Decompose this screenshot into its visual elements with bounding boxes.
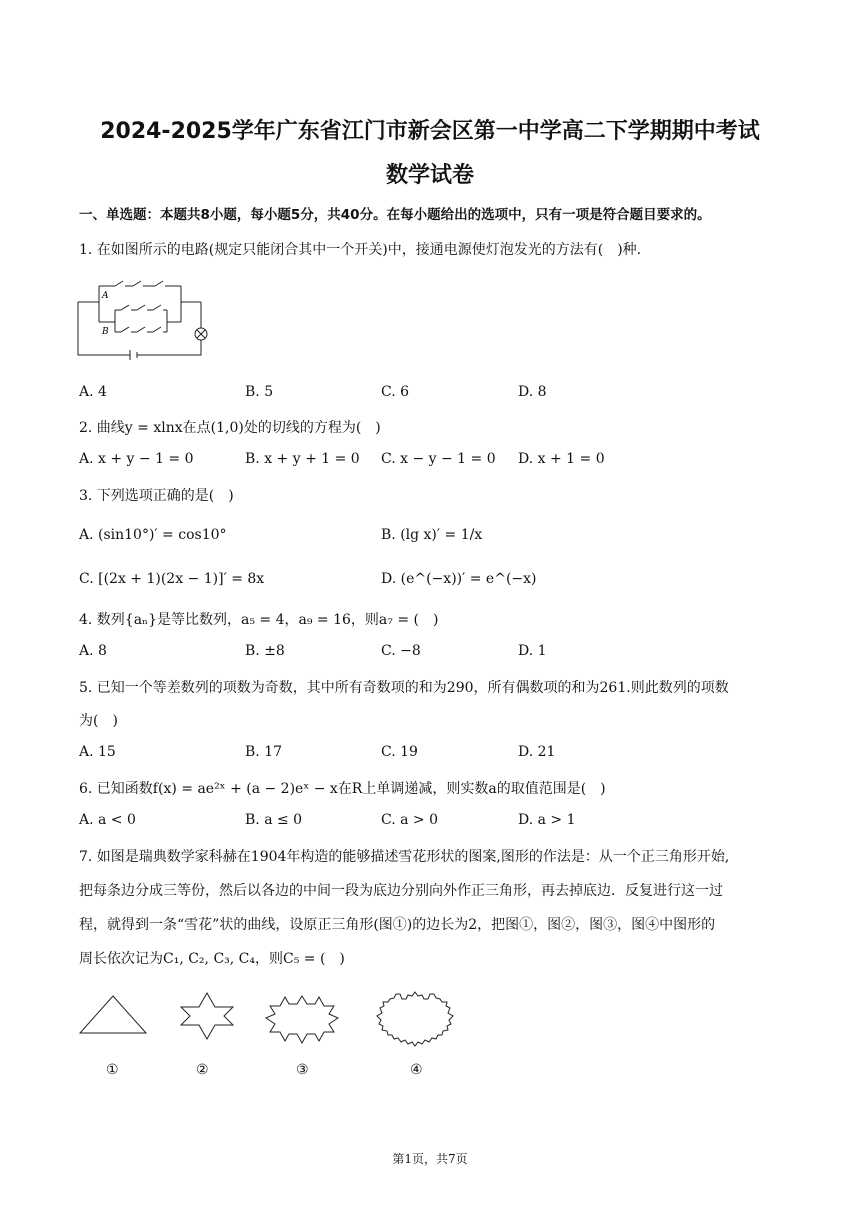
- q3-option-c: C. [(2x + 1)(2x − 1)]′ = 8x: [79, 571, 265, 587]
- koch-figure-4: [362, 984, 468, 1054]
- q6-option-c: C. a > 0: [381, 812, 438, 828]
- koch-label-4: ④: [410, 1062, 423, 1078]
- question-1-stem: 1. 在如图所示的电路(规定只能闭合其中一个开关)中，接通电源使灯泡发光的方法有( )种.: [79, 242, 642, 258]
- q5-option-d: D. 21: [518, 744, 556, 760]
- q3-option-a: A. (sin10°)′ = cos10°: [79, 527, 227, 543]
- question-7-stem-line-3: 程，就得到一条“雪花”状的曲线，设原正三角形(图①)的边长为2，把图①，图②，图③，图④中图形的: [79, 917, 716, 933]
- circuit-label-a: A: [102, 291, 109, 301]
- q3-option-b: B. (lg x)′ = 1/x: [381, 527, 483, 543]
- q2-option-d: D. x + 1 = 0: [518, 451, 605, 467]
- q2-option-b: B. x + y + 1 = 0: [245, 451, 360, 467]
- q1-option-c: C. 6: [381, 384, 410, 400]
- page-footer: 第1页，共7页: [392, 1152, 468, 1166]
- q4-option-a: A. 8: [79, 643, 107, 659]
- question-7-stem-line-2: 把每条边分成三等份，然后以各边的中间一段为底边分别向外作正三角形，再去掉底边．反复进行这一过: [79, 883, 723, 899]
- question-7-stem-line-4: 周长依次记为C₁, C₂, C₃, C₄，则C₅ = ( ): [79, 951, 345, 967]
- q1-option-d: D. 8: [518, 384, 547, 400]
- koch-label-1: ①: [106, 1062, 119, 1078]
- q2-option-c: C. x − y − 1 = 0: [381, 451, 496, 467]
- q6-option-a: A. a < 0: [79, 812, 136, 828]
- koch-label-2: ②: [196, 1062, 209, 1078]
- koch-label-3: ③: [296, 1062, 309, 1078]
- question-5-stem-line-2: 为( ): [79, 713, 118, 729]
- paper-title: 2024-2025学年广东省江门市新会区第一中学高二下学期期中考试: [100, 119, 760, 144]
- q5-option-c: C. 19: [381, 744, 418, 760]
- q6-option-b: B. a ≤ 0: [245, 812, 303, 828]
- question-4-stem: 4. 数列{aₙ}是等比数列，a₅ = 4，a₉ = 16，则a₇ = ( ): [79, 612, 439, 628]
- q1-option-b: B. 5: [245, 384, 274, 400]
- koch-figure-2: [176, 992, 238, 1040]
- q4-option-c: C. −8: [381, 643, 421, 659]
- q5-option-a: A. 15: [79, 744, 116, 760]
- question-5-stem-line-1: 5. 已知一个等差数列的项数为奇数，其中所有奇数项的和为290，所有偶数项的和为261.则此数列的项数: [79, 680, 729, 696]
- q2-option-a: A. x + y − 1 = 0: [79, 451, 194, 467]
- paper-subtitle: 数学试卷: [385, 163, 474, 188]
- question-3-stem: 3. 下列选项正确的是( ): [79, 488, 234, 504]
- q1-option-a: A. 4: [79, 384, 107, 400]
- question-7-stem-line-1: 7. 如图是瑞典数学家科赫在1904年构造的能够描述雪花形状的图案,图形的作法是：从一个正三角形开始,: [79, 849, 730, 865]
- circuit-diagram: [75, 272, 215, 362]
- q5-option-b: B. 17: [245, 744, 283, 760]
- q3-option-d: D. (e^(−x))′ = e^(−x): [381, 571, 537, 587]
- question-6-stem: 6. 已知函数f(x) = ae²ˣ + (a − 2)eˣ − x在R上单调递减，则实数a的取值范围是( ): [79, 781, 606, 797]
- koch-figure-3: [258, 987, 346, 1051]
- q4-option-d: D. 1: [518, 643, 547, 659]
- q4-option-b: B. ±8: [245, 643, 285, 659]
- q6-option-d: D. a > 1: [518, 812, 576, 828]
- koch-figure-1: [79, 995, 147, 1035]
- circuit-label-b: B: [102, 327, 109, 337]
- section-heading: 一、单选题：本题共8小题，每小题5分，共40分。在每小题给出的选项中，只有一项是符合题目要求的。: [79, 207, 711, 223]
- question-2-stem: 2. 曲线y = xlnx在点(1,0)处的切线的方程为( ): [79, 420, 381, 436]
